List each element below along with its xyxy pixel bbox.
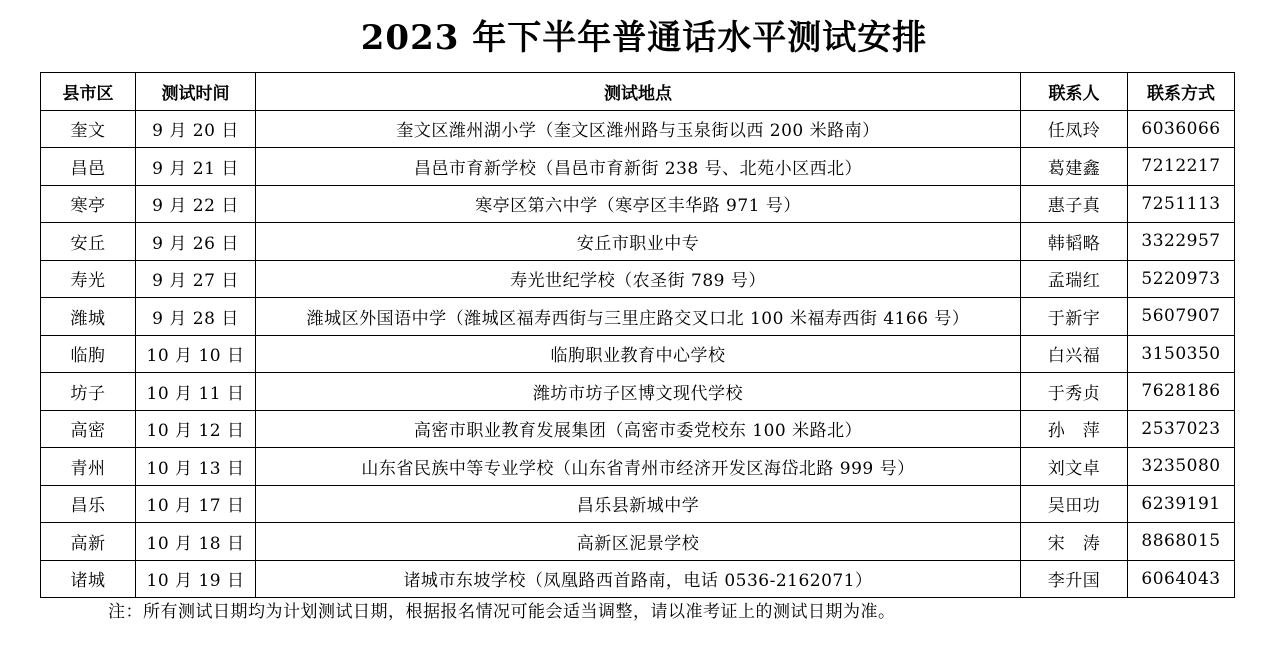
contact-cell: 刘文卓: [1021, 448, 1128, 486]
time-cell: 9 月 22 日: [136, 185, 256, 223]
header-time: 测试时间: [136, 73, 256, 111]
contact-cell: 于新宇: [1021, 298, 1128, 336]
table-row: [41, 448, 1235, 486]
location-cell: 山东省民族中等专业学校（山东省青州市经济开发区海岱北路 999 号）: [256, 448, 1021, 486]
time-cell: 10 月 18 日: [136, 523, 256, 561]
document-title: 2023 年下半年普通话水平测试安排: [360, 18, 928, 58]
location-cell: 诸城市东坡学校（凤凰路西首路南，电话 0536-2162071）: [256, 560, 1021, 598]
county-cell: 潍城: [41, 298, 136, 336]
header-contact: 联系人: [1021, 73, 1128, 111]
time-cell: 10 月 12 日: [136, 410, 256, 448]
table-row: [41, 298, 1235, 336]
phone-cell: 6036066: [1128, 110, 1235, 148]
table-row: [41, 560, 1235, 598]
phone-cell: 3322957: [1128, 223, 1235, 261]
location-cell: 高密市职业教育发展集团（高密市委党校东 100 米路北）: [256, 410, 1021, 448]
time-cell: 10 月 11 日: [136, 373, 256, 411]
table-row: [41, 223, 1235, 261]
footnote: 注：所有测试日期均为计划测试日期，根据报名情况可能会适当调整，请以准考证上的测试日期为准。: [108, 602, 896, 622]
header-phone: 联系方式: [1128, 73, 1235, 111]
county-cell: 青州: [41, 448, 136, 486]
contact-cell: 惠子真: [1021, 185, 1128, 223]
contact-cell: 于秀贞: [1021, 373, 1128, 411]
table-row: [41, 148, 1235, 186]
contact-cell: 孙 萍: [1021, 410, 1128, 448]
location-cell: 潍坊市坊子区博文现代学校: [256, 373, 1021, 411]
time-cell: 9 月 28 日: [136, 298, 256, 336]
phone-cell: 7212217: [1128, 148, 1235, 186]
phone-cell: 8868015: [1128, 523, 1235, 561]
county-cell: 奎文: [41, 110, 136, 148]
county-cell: 昌邑: [41, 148, 136, 186]
phone-cell: 6239191: [1128, 485, 1235, 523]
table-row: [41, 410, 1235, 448]
contact-cell: 李升国: [1021, 560, 1128, 598]
time-cell: 9 月 20 日: [136, 110, 256, 148]
time-cell: 10 月 17 日: [136, 485, 256, 523]
schedule-table: [40, 72, 1235, 598]
time-cell: 9 月 21 日: [136, 148, 256, 186]
location-cell: 寿光世纪学校（农圣街 789 号）: [256, 260, 1021, 298]
time-cell: 9 月 26 日: [136, 223, 256, 261]
contact-cell: 葛建鑫: [1021, 148, 1128, 186]
phone-cell: 2537023: [1128, 410, 1235, 448]
county-cell: 高新: [41, 523, 136, 561]
contact-cell: 白兴福: [1021, 335, 1128, 373]
table-row: [41, 373, 1235, 411]
table-row: [41, 523, 1235, 561]
phone-cell: 7628186: [1128, 373, 1235, 411]
county-cell: 坊子: [41, 373, 136, 411]
phone-cell: 3150350: [1128, 335, 1235, 373]
location-cell: 昌乐县新城中学: [256, 485, 1021, 523]
contact-cell: 吴田功: [1021, 485, 1128, 523]
county-cell: 诸城: [41, 560, 136, 598]
phone-cell: 5607907: [1128, 298, 1235, 336]
time-cell: 10 月 19 日: [136, 560, 256, 598]
time-cell: 10 月 10 日: [136, 335, 256, 373]
county-cell: 昌乐: [41, 485, 136, 523]
contact-cell: 韩韬略: [1021, 223, 1128, 261]
time-cell: 10 月 13 日: [136, 448, 256, 486]
table-header-row: [41, 73, 1235, 111]
location-cell: 寒亭区第六中学（寒亭区丰华路 971 号）: [256, 185, 1021, 223]
location-cell: 安丘市职业中专: [256, 223, 1021, 261]
phone-cell: 3235080: [1128, 448, 1235, 486]
table-row: [41, 185, 1235, 223]
location-cell: 潍城区外国语中学（潍城区福寿西街与三里庄路交叉口北 100 米福寿西街 4166 号）: [256, 298, 1021, 336]
county-cell: 高密: [41, 410, 136, 448]
table-row: [41, 110, 1235, 148]
table-row: [41, 485, 1235, 523]
table-row: [41, 260, 1235, 298]
phone-cell: 7251113: [1128, 185, 1235, 223]
location-cell: 高新区泥景学校: [256, 523, 1021, 561]
phone-cell: 6064043: [1128, 560, 1235, 598]
table-row: [41, 335, 1235, 373]
contact-cell: 任凤玲: [1021, 110, 1128, 148]
location-cell: 临朐职业教育中心学校: [256, 335, 1021, 373]
contact-cell: 宋 涛: [1021, 523, 1128, 561]
county-cell: 安丘: [41, 223, 136, 261]
county-cell: 临朐: [41, 335, 136, 373]
contact-cell: 孟瑞红: [1021, 260, 1128, 298]
time-cell: 9 月 27 日: [136, 260, 256, 298]
header-county: 县市区: [41, 73, 136, 111]
header-location: 测试地点: [256, 73, 1021, 111]
location-cell: 奎文区潍州湖小学（奎文区潍州路与玉泉街以西 200 米路南）: [256, 110, 1021, 148]
county-cell: 寿光: [41, 260, 136, 298]
phone-cell: 5220973: [1128, 260, 1235, 298]
county-cell: 寒亭: [41, 185, 136, 223]
location-cell: 昌邑市育新学校（昌邑市育新街 238 号、北苑小区西北）: [256, 148, 1021, 186]
